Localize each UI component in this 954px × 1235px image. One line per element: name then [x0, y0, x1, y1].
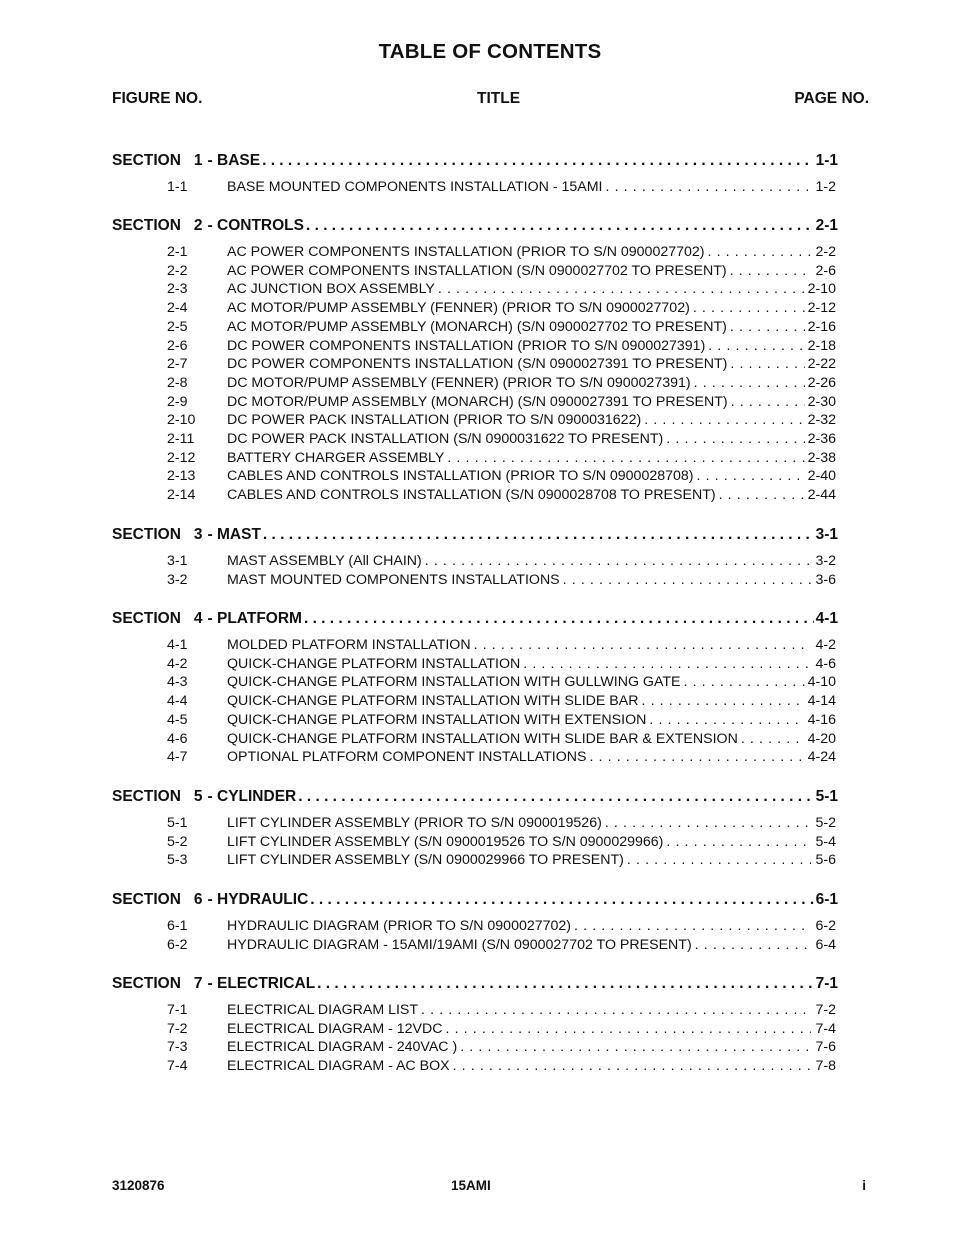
section-page: 6-1 [815, 891, 838, 908]
figure-title: MAST MOUNTED COMPONENTS INSTALLATIONS [227, 571, 560, 588]
toc-entry[interactable] [167, 637, 836, 655]
section-label: SECTION [112, 152, 181, 169]
footer-doc-number: 3120876 [112, 1178, 165, 1193]
dot-leader [641, 693, 804, 709]
dot-leader [574, 918, 811, 934]
dot-leader [306, 217, 814, 235]
figure-page: 3-2 [815, 553, 836, 569]
dot-leader [563, 572, 811, 588]
figure-page: 5-2 [815, 815, 836, 831]
figure-page: 7-6 [815, 1039, 836, 1056]
figure-title: DC POWER PACK INSTALLATION (S/N 0900031622 TO PRESENT) [227, 431, 664, 447]
toc-entry[interactable] [167, 693, 836, 711]
figure-page: 4-24 [807, 749, 836, 766]
figure-title: ELECTRICAL DIAGRAM - AC BOX [227, 1058, 450, 1075]
toc-entry[interactable] [167, 179, 836, 197]
figure-page: 7-8 [815, 1058, 836, 1075]
section-label: SECTION [112, 891, 181, 908]
toc-entry[interactable] [167, 412, 836, 430]
figure-page: 2-10 [807, 281, 836, 298]
dot-leader [627, 852, 811, 868]
figure-page: 6-4 [815, 936, 836, 953]
dot-leader [741, 731, 805, 747]
section-page: 3-1 [815, 526, 838, 543]
figure-number: 2-12 [167, 449, 196, 466]
figure-title: CABLES AND CONTROLS INSTALLATION (PRIOR TO S/N 0900028708) [227, 468, 694, 485]
figure-number: 2-14 [167, 487, 196, 504]
dot-leader [693, 300, 805, 316]
section-label: SECTION [112, 610, 181, 627]
figure-title: DC MOTOR/PUMP ASSEMBLY (FENNER) (PRIOR TO S/N 0900027391) [227, 374, 691, 391]
section-heading[interactable] [112, 610, 838, 628]
section-page: 4-1 [815, 610, 838, 627]
toc-entry[interactable] [167, 1002, 836, 1020]
figure-number: 4-4 [167, 693, 188, 710]
dot-leader [708, 244, 811, 260]
figure-page: 2-36 [807, 431, 836, 447]
toc-entry[interactable] [167, 749, 836, 767]
figure-page: 5-4 [815, 833, 836, 850]
figure-number: 7-2 [167, 1020, 188, 1037]
section-number: 6 [193, 891, 203, 908]
figure-number: 6-1 [167, 918, 188, 934]
figure-number: 2-6 [167, 337, 188, 354]
figure-number: 5-1 [167, 815, 188, 831]
figure-title: LIFT CYLINDER ASSEMBLY (S/N 0900029966 TO PRESENT) [227, 852, 624, 869]
section-label: SECTION [112, 788, 181, 805]
toc-entry[interactable] [167, 834, 836, 852]
figure-page: 7-4 [815, 1020, 836, 1037]
section-heading[interactable] [112, 152, 838, 170]
figure-title: HYDRAULIC DIAGRAM (PRIOR TO S/N 0900027702) [227, 918, 572, 934]
figure-title: QUICK-CHANGE PLATFORM INSTALLATION WITH GULLWING GATE [227, 674, 681, 691]
figure-page: 4-14 [807, 693, 836, 710]
dot-leader [644, 412, 804, 428]
figure-title: HYDRAULIC DIAGRAM - 15AMI/19AMI (S/N 0900027702 TO PRESENT) [227, 936, 692, 953]
figure-title: AC JUNCTION BOX ASSEMBLY [227, 281, 435, 298]
section-number: 1 [193, 152, 203, 169]
toc-entry[interactable] [167, 572, 836, 590]
dot-leader [310, 891, 813, 909]
figure-number: 4-3 [167, 674, 188, 691]
toc-entry[interactable] [167, 674, 836, 692]
dot-leader [649, 712, 804, 728]
section-name: - MAST [207, 526, 261, 543]
figure-title: QUICK-CHANGE PLATFORM INSTALLATION WITH SLIDE BAR & EXTENSION [227, 730, 738, 747]
toc-entry[interactable] [167, 937, 836, 955]
figure-title: QUICK-CHANGE PLATFORM INSTALLATION WITH EXTENSION [227, 711, 647, 728]
section-page: 7-1 [815, 975, 838, 992]
toc-entry[interactable] [167, 1058, 836, 1076]
figure-title: BATTERY CHARGER ASSEMBLY [227, 449, 445, 466]
section-page: 5-1 [815, 788, 838, 805]
column-header-title: TITLE [477, 90, 521, 107]
toc-entry[interactable] [167, 553, 836, 571]
dot-leader [298, 788, 813, 806]
dot-leader [666, 834, 811, 850]
figure-page: 3-6 [815, 571, 836, 588]
figure-page: 7-2 [815, 1002, 836, 1018]
toc-entry[interactable] [167, 263, 836, 281]
figure-number: 4-2 [167, 655, 188, 672]
section-name: - HYDRAULIC [207, 891, 309, 908]
dot-leader [606, 179, 812, 195]
figure-title: AC MOTOR/PUMP ASSEMBLY (MONARCH) (S/N 0900027702 TO PRESENT) [227, 318, 727, 335]
section-number: 5 [193, 788, 203, 805]
figure-title: DC POWER PACK INSTALLATION (PRIOR TO S/N 0900031622) [227, 412, 642, 429]
section-number: 3 [193, 526, 203, 543]
figure-title: BASE MOUNTED COMPONENTS INSTALLATION - 15AMI [227, 179, 603, 195]
section-heading[interactable] [112, 526, 838, 544]
toc-entry[interactable] [167, 852, 836, 870]
figure-number: 4-7 [167, 749, 188, 766]
section-number: 7 [193, 975, 203, 992]
toc-entry[interactable] [167, 1021, 836, 1039]
section-heading[interactable] [112, 891, 838, 909]
figure-title: ELECTRICAL DIAGRAM LIST [227, 1002, 419, 1018]
toc-entry[interactable] [167, 487, 836, 505]
figure-title: QUICK-CHANGE PLATFORM INSTALLATION [227, 655, 521, 672]
figure-number: 3-2 [167, 571, 188, 588]
section-name: - CONTROLS [207, 217, 304, 234]
figure-page: 4-6 [815, 655, 836, 672]
figure-page: 2-16 [807, 318, 836, 335]
section-name: - BASE [207, 152, 261, 169]
figure-page: 4-20 [807, 730, 836, 747]
section-label: SECTION [112, 217, 181, 234]
figure-title: MOLDED PLATFORM INSTALLATION [227, 637, 471, 653]
column-header-figure: FIGURE NO. [112, 90, 203, 107]
figure-page: 2-38 [807, 449, 836, 466]
dot-leader [317, 975, 813, 993]
dot-leader [684, 674, 805, 690]
section-page: 2-1 [815, 217, 838, 234]
figure-number: 7-1 [167, 1002, 188, 1018]
figure-title: AC POWER COMPONENTS INSTALLATION (S/N 0900027702 TO PRESENT) [227, 262, 727, 279]
figure-page: 2-44 [807, 487, 836, 504]
figure-number: 2-10 [167, 412, 196, 429]
dot-leader [425, 553, 811, 569]
figure-title: ELECTRICAL DIAGRAM - 12VDC [227, 1020, 443, 1037]
toc-entry[interactable] [167, 918, 836, 936]
figure-number: 7-4 [167, 1058, 188, 1075]
dot-leader [421, 1002, 811, 1018]
toc-entry[interactable] [167, 815, 836, 833]
dot-leader [460, 1039, 811, 1055]
toc-entry[interactable] [167, 656, 836, 674]
figure-page: 2-6 [815, 262, 836, 279]
toc-entry[interactable] [167, 431, 836, 449]
dot-leader [697, 468, 805, 484]
section-name: - CYLINDER [207, 788, 297, 805]
section-label: SECTION [112, 526, 181, 543]
section-name: - ELECTRICAL [207, 975, 316, 992]
toc-entry[interactable] [167, 244, 836, 262]
section-heading[interactable] [112, 217, 838, 235]
toc-entry[interactable] [167, 319, 836, 337]
toc-entry[interactable] [167, 450, 836, 468]
dot-leader [731, 394, 805, 410]
figure-page: 4-10 [807, 674, 836, 691]
figure-page: 2-12 [807, 300, 836, 317]
toc-entry[interactable] [167, 1039, 836, 1057]
footer-page-number: i [862, 1178, 866, 1193]
toc-entry[interactable] [167, 338, 836, 356]
dot-leader [447, 450, 804, 466]
figure-title: ELECTRICAL DIAGRAM - 240VAC ) [227, 1039, 458, 1056]
column-header-page: PAGE NO. [794, 90, 869, 107]
dot-leader [719, 487, 805, 503]
figure-number: 2-7 [167, 356, 188, 373]
dot-leader [262, 152, 814, 170]
toc-entry[interactable] [167, 712, 836, 730]
dot-leader [730, 319, 805, 335]
figure-number: 2-5 [167, 318, 188, 335]
section-number: 2 [193, 217, 203, 234]
figure-number: 2-3 [167, 281, 188, 298]
dot-leader [453, 1058, 811, 1074]
page-title: TABLE OF CONTENTS [378, 40, 602, 63]
figure-title: CABLES AND CONTROLS INSTALLATION (S/N 0900028708 TO PRESENT) [227, 487, 716, 504]
figure-title: LIFT CYLINDER ASSEMBLY (S/N 0900019526 TO S/N 0900029966) [227, 833, 664, 850]
dot-leader [695, 937, 811, 953]
figure-number: 6-2 [167, 936, 188, 953]
toc-entry[interactable] [167, 356, 836, 374]
figure-title: OPTIONAL PLATFORM COMPONENT INSTALLATIONS [227, 749, 587, 766]
figure-title: DC POWER COMPONENTS INSTALLATION (S/N 0900027391 TO PRESENT) [227, 356, 728, 373]
figure-number: 2-13 [167, 468, 196, 485]
figure-title: DC MOTOR/PUMP ASSEMBLY (MONARCH) (S/N 0900027391 TO PRESENT) [227, 393, 728, 410]
figure-title: AC POWER COMPONENTS INSTALLATION (PRIOR TO S/N 0900027702) [227, 244, 705, 260]
figure-page: 6-2 [815, 918, 836, 934]
figure-title: LIFT CYLINDER ASSEMBLY (PRIOR TO S/N 0900019526) [227, 815, 602, 831]
figure-page: 2-22 [807, 356, 836, 373]
dot-leader [523, 656, 811, 672]
figure-title: DC POWER COMPONENTS INSTALLATION (PRIOR TO S/N 0900027391) [227, 337, 706, 354]
figure-page: 4-2 [815, 637, 836, 653]
dot-leader [730, 356, 804, 372]
dot-leader [589, 749, 804, 765]
figure-number: 2-11 [167, 431, 195, 447]
figure-number: 7-3 [167, 1039, 188, 1056]
section-page: 1-1 [815, 152, 838, 169]
figure-number: 2-1 [167, 244, 188, 260]
figure-page: 2-2 [815, 244, 836, 260]
figure-page: 2-30 [807, 393, 836, 410]
figure-page: 2-18 [807, 337, 836, 354]
dot-leader [446, 1021, 812, 1037]
figure-number: 1-1 [167, 179, 188, 195]
figure-number: 2-4 [167, 300, 188, 317]
dot-leader [605, 815, 811, 831]
figure-page: 4-16 [807, 711, 836, 728]
figure-number: 2-2 [167, 262, 188, 279]
footer-model: 15AMI [451, 1178, 491, 1193]
figure-number: 2-9 [167, 393, 188, 410]
figure-number: 3-1 [167, 553, 188, 569]
section-number: 4 [193, 610, 203, 627]
toc-entry[interactable] [167, 394, 836, 412]
figure-number: 4-6 [167, 730, 188, 747]
figure-page: 2-40 [807, 468, 836, 485]
section-name: - PLATFORM [207, 610, 302, 627]
section-heading[interactable] [112, 975, 838, 993]
dot-leader [694, 375, 805, 391]
toc-entry[interactable] [167, 468, 836, 486]
section-heading[interactable] [112, 788, 838, 806]
dot-leader [304, 610, 814, 628]
dot-leader [438, 281, 805, 297]
figure-number: 5-2 [167, 833, 188, 850]
toc-entry[interactable] [167, 281, 836, 299]
figure-title: AC MOTOR/PUMP ASSEMBLY (FENNER) (PRIOR TO S/N 0900027702) [227, 300, 690, 317]
dot-leader [708, 338, 804, 354]
dot-leader [730, 263, 811, 279]
figure-number: 4-1 [167, 637, 188, 653]
figure-number: 2-8 [167, 374, 188, 391]
dot-leader [666, 431, 804, 447]
dot-leader [474, 637, 811, 653]
figure-number: 4-5 [167, 711, 188, 728]
toc-entry[interactable] [167, 300, 836, 318]
figure-page: 1-2 [815, 179, 836, 195]
dot-leader [263, 526, 814, 544]
figure-page: 2-26 [807, 374, 836, 391]
section-label: SECTION [112, 975, 181, 992]
figure-number: 5-3 [167, 852, 188, 869]
figure-title: QUICK-CHANGE PLATFORM INSTALLATION WITH SLIDE BAR [227, 693, 639, 710]
toc-entry[interactable] [167, 375, 836, 393]
figure-page: 5-6 [815, 852, 836, 869]
toc-entry[interactable] [167, 731, 836, 749]
figure-title: MAST ASSEMBLY (All CHAIN) [227, 553, 422, 569]
figure-page: 2-32 [807, 412, 836, 429]
